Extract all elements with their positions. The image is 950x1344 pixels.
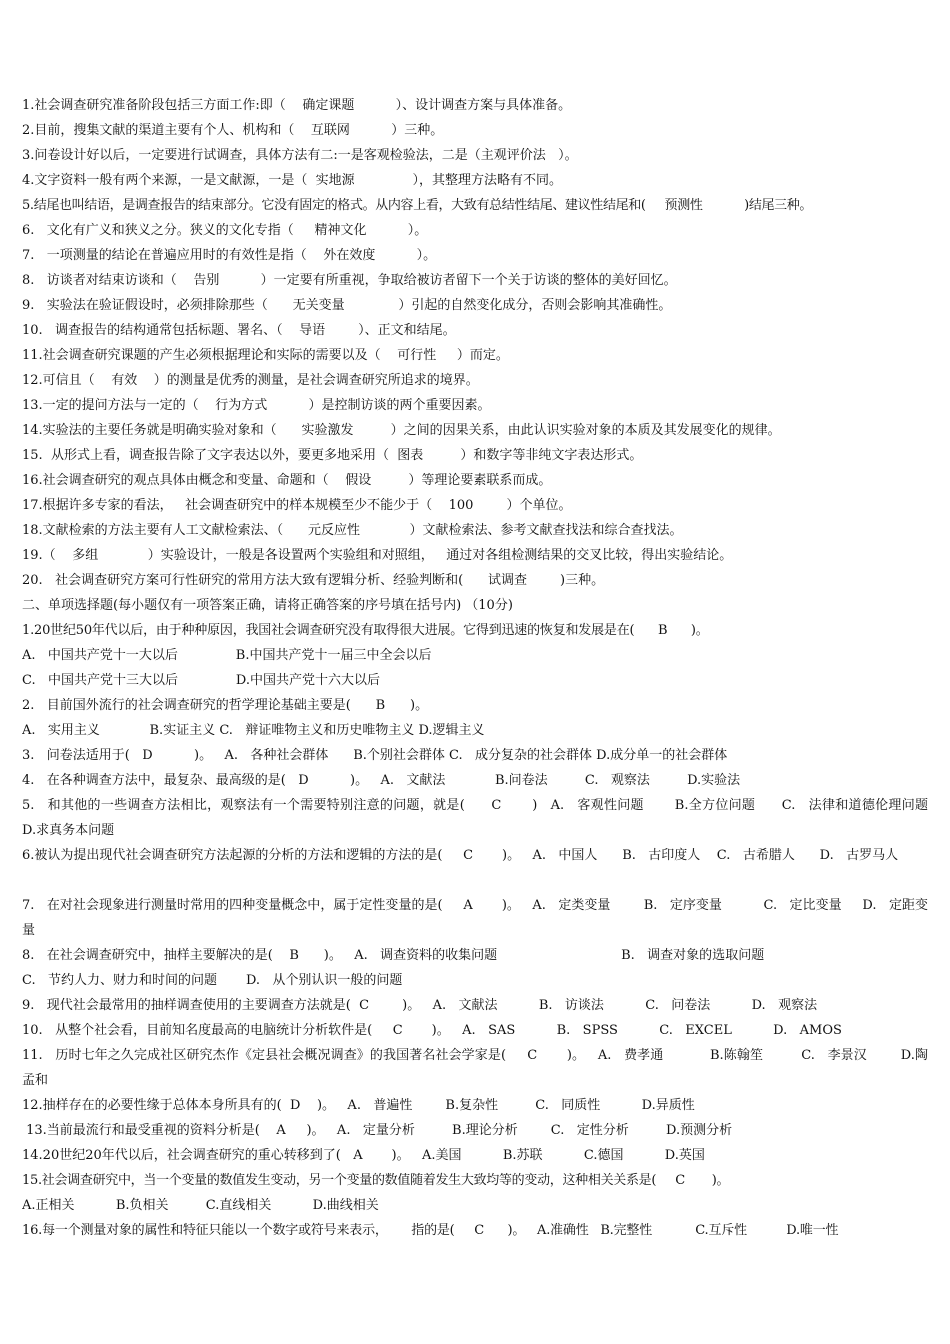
choice-line-5: A. 实用主义 B.实证主义 C. 辩证唯物主义和历史唯物主义 D.逻辑主义 [22, 723, 485, 738]
fill-in-item-15: 15. 从形式上看，调查报告除了文字表达以外，要更多地采用（ 图表 ）和数字等非纯文字表达形式。 [22, 448, 643, 463]
fill-in-item-2: 2.目前，搜集文献的渠道主要有个人、机构和（ 互联网 ）三种。 [22, 123, 444, 138]
choice-line-17: 13.当前最流行和最受重视的资料分析是( A )。 A. 定量分析 B.理论分析 C. 定性分析 D.预测分析 [22, 1123, 733, 1138]
choice-line-6: 3. 问卷法适用于( D )。 A. 各种社会群体 B.个别社会群体 C. 成分复杂的社会群体 D.成分单一的社会群体 [22, 748, 728, 763]
choice-line-10: 7. 在对社会现象进行测量时常用的四种变量概念中，属于定性变量的是( A )。 A. 定类变量 B. 定序变量 C. 定比变量 D. 定距变量 [22, 898, 928, 938]
fill-in-item-20: 20. 社会调查研究方案可行性研究的常用方法大致有逻辑分析、经验判断和( 试调查 )三种。 [22, 573, 605, 588]
choice-line-18: 14.20世纪20年代以后，社会调查研究的重心转移到了( A )。 A.美国 B.苏联 C.德国 D.英国 [22, 1148, 705, 1163]
choice-line-15: 11. 历时七年之久完成社区研究杰作《定县社会概况调查》的我国著名社会学家是( C )。 A. 费孝通 B.陈翰笙 C. 李景汉 D.陶孟和 [22, 1048, 928, 1088]
fill-in-item-12: 12.可信且（ 有效 ）的测量是优秀的测量，是社会调查研究所追求的境界。 [22, 373, 479, 388]
fill-in-item-11: 11.社会调查研究课题的产生必须根据理论和实际的需要以及（ 可行性 ）而定。 [22, 348, 509, 363]
fill-in-item-6: 6. 文化有广义和狭义之分。狭义的文化专指（ 精神文化 ）。 [22, 223, 428, 238]
fill-in-item-10: 10. 调查报告的结构通常包括标题、署名、（ 导语 ）、正文和结尾。 [22, 323, 456, 338]
choice-line-3: C. 中国共产党十三大以后 D.中国共产党十六大以后 [22, 673, 380, 688]
fill-in-section [22, 93, 928, 593]
choice-section [22, 618, 928, 1243]
choice-line-1: 1.20世纪50年代以后，由于种种原因，我国社会调查研究没有取得很大进展。它得到迅速的恢复和发展是在( B )。 [22, 623, 709, 638]
fill-in-item-1: 1.社会调查研究准备阶段包括三方面工作:即（ 确定课题 ）、设计调查方案与具体准备。 [22, 98, 572, 113]
choice-line-13: 9. 现代社会最常用的抽样调查使用的主要调查方法就是( C )。 A. 文献法 B. 访谈法 C. 问卷法 D. 观察法 [22, 998, 818, 1013]
fill-in-item-7: 7. 一项测量的结论在普遍应用时的有效性是指（ 外在效度 ）。 [22, 248, 437, 263]
fill-in-item-3: 3.问卷设计好以后，一定要进行试调查，具体方法有二:一是客观检验法，二是（主观评价法 ）。 [22, 148, 578, 163]
fill-in-item-9: 9. 实验法在验证假设时，必须排除那些（ 无关变量 ）引起的自然变化成分，否则会影响其准确性。 [22, 298, 672, 313]
fill-in-item-17: 17.根据许多专家的看法， 社会调查研究中的样本规模至少不能少于（ 100 ）个单位。 [22, 498, 572, 513]
fill-in-item-18: 18.文献检索的方法主要有人工文献检索法、（ 元反应性 ）文献检索法、参考文献查找法和综合查找法。 [22, 523, 683, 538]
choice-line-12: C. 节约人力、财力和时间的问题 D. 从个别认识一般的问题 [22, 973, 403, 988]
fill-in-item-13: 13.一定的提问方法与一定的（ 行为方式 ）是控制访谈的两个重要因素。 [22, 398, 491, 413]
choice-line-11: 8. 在社会调查研究中，抽样主要解决的是( B )。 A. 调查资料的收集问题 B. 调查对象的选取问题 [22, 948, 765, 963]
choice-line-21: 16.每一个测量对象的属性和特征只能以一个数字或符号来表示， 指的是( C )。 A.准确性 B.完整性 C.互斥性 D.唯一性 [22, 1223, 839, 1238]
choice-line-14: 10. 从整个社会看，目前知名度最高的电脑统计分析软件是( C )。 A. SAS B. SPSS C. EXCEL D. AMOS [22, 1023, 842, 1038]
section-two-heading: 二、单项选择题(每小题仅有一项答案正确，请将正确答案的序号填在括号内) （10分) [22, 598, 513, 613]
fill-in-item-19: 19.（ 多组 ）实验设计，一般是各设置两个实验组和对照组， 通过对各组检测结果的交叉比较，得出实验结论。 [22, 548, 733, 563]
fill-in-item-5: 5.结尾也叫结语，是调查报告的结束部分。它没有固定的格式。从内容上看，大致有总结性结尾、建议性结尾和( 预测性 )结尾三种。 [22, 198, 813, 213]
choice-line-4: 2. 目前国外流行的社会调查研究的哲学理论基础主要是( B )。 [22, 698, 429, 713]
fill-in-item-8: 8. 访谈者对结束访谈和（ 告别 ）一定要有所重视，争取给被访者留下一个关于访谈的整体的美好回忆。 [22, 273, 677, 288]
fill-in-item-16: 16.社会调查研究的观点具体由概念和变量、命题和（ 假设 ）等理论要素联系而成。 [22, 473, 552, 488]
fill-in-item-14: 14.实验法的主要任务就是明确实验对象和（ 实验激发 ）之间的因果关系，由此认识实验对象的本质及其发展变化的规律。 [22, 423, 781, 438]
document-body [22, 93, 928, 1243]
choice-line-8: 5. 和其他的一些调查方法相比，观察法有一个需要特别注意的问题，就是( C ) A. 客观性问题 B.全方位问题 C. 法律和道德伦理问题 D.求真务本问题 [22, 798, 928, 838]
choice-line-20: A.正相关 B.负相关 C.直线相关 D.曲线相关 [22, 1198, 379, 1213]
choice-line-2: A. 中国共产党十一大以后 B.中国共产党十一届三中全会以后 [22, 648, 432, 663]
choice-line-9: 6.被认为提出现代社会调查研究方法起源的分析的方法和逻辑的方法的是( C )。 A. 中国人 B. 古印度人 C. 古希腊人 D. 古罗马人 [22, 848, 899, 863]
choice-line-16: 12.抽样存在的必要性缘于总体本身所具有的( D )。 A. 普遍性 B.复杂性 C. 同质性 D.异质性 [22, 1098, 695, 1113]
choice-line-19: 15.社会调查研究中，当一个变量的数值发生变动，另一个变量的数值随着发生大致均等的变动，这种相关关系是( C )。 [22, 1173, 730, 1188]
choice-line-7: 4. 在各种调查方法中，最复杂、最高级的是( D )。 A. 文献法 B.问卷法 C. 观察法 D.实验法 [22, 773, 741, 788]
fill-in-item-4: 4.文字资料一般有两个来源，一是文献源，一是（ 实地源 ），其整理方法略有不同。 [22, 173, 563, 188]
